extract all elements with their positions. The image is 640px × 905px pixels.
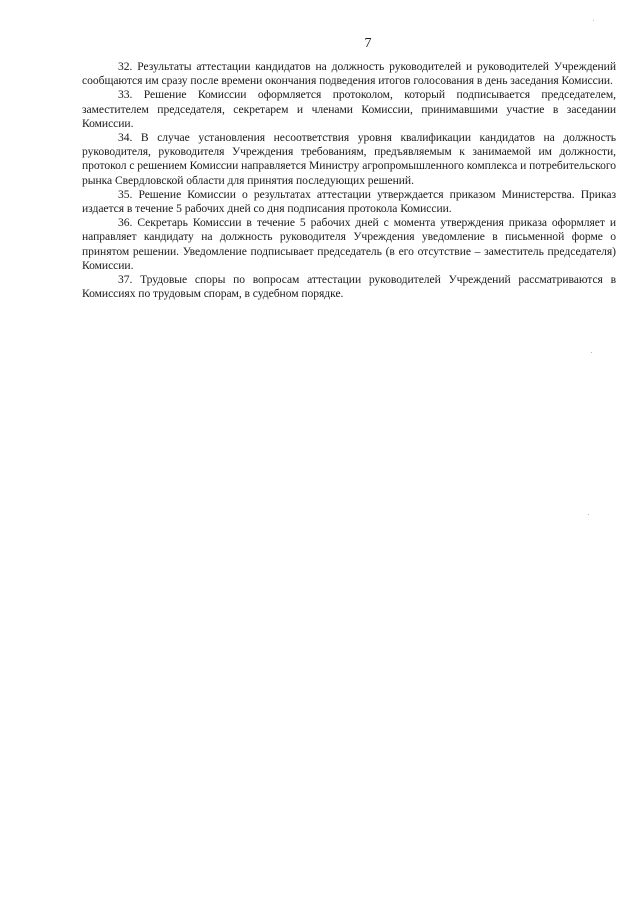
page-number: 7 xyxy=(364,36,372,51)
scan-speck xyxy=(591,352,592,353)
paragraph-35: 35. Решение Комиссии о результатах аттестации утверждается приказом Министерства. Приказ издается в течение 5 рабочих дней со дня подписания протокола Комиссии. xyxy=(82,187,616,216)
scan-speck xyxy=(588,514,589,515)
paragraph-32: 32. Результаты аттестации кандидатов на должность руководителей и руководителей Учреждений сообщаются им сразу после времени окончания подведения итогов голосования в день заседания Комиссии. xyxy=(82,60,616,88)
scan-speck xyxy=(593,20,594,21)
paragraph-34: 34. В случае установления несоответствия уровня квалификации кандидатов на должность руководителя, руководителя Учреждения требованиям, предъявляемым к занимаемой им должности, протокол с решением Комиссии направляется Министру агропромышленного комплекса и потребительского рынка Свердловской области для принятия последующих решений. xyxy=(82,131,616,187)
document-body xyxy=(82,60,616,301)
paragraph-33: 33. Решение Комиссии оформляется протоколом, который подписывается председателем, заместителем председателя, секретарем и членами Комиссии, принимавшими участие в заседании Комиссии. xyxy=(82,88,616,130)
paragraph-37: 37. Трудовые споры по вопросам аттестации руководителей Учреждений рассматриваются в Комиссиях по трудовым спорам, в судебном порядке. xyxy=(82,273,616,301)
paragraph-36: 36. Секретарь Комиссии в течение 5 рабочих дней с момента утверждения приказа оформляет и направляет кандидату на должность руководителя Учреждения уведомление в письменной форме о принятом решении. Уведомление подписывает председатель (в его отсутствие – заместитель председателя) Комиссии. xyxy=(82,216,616,272)
